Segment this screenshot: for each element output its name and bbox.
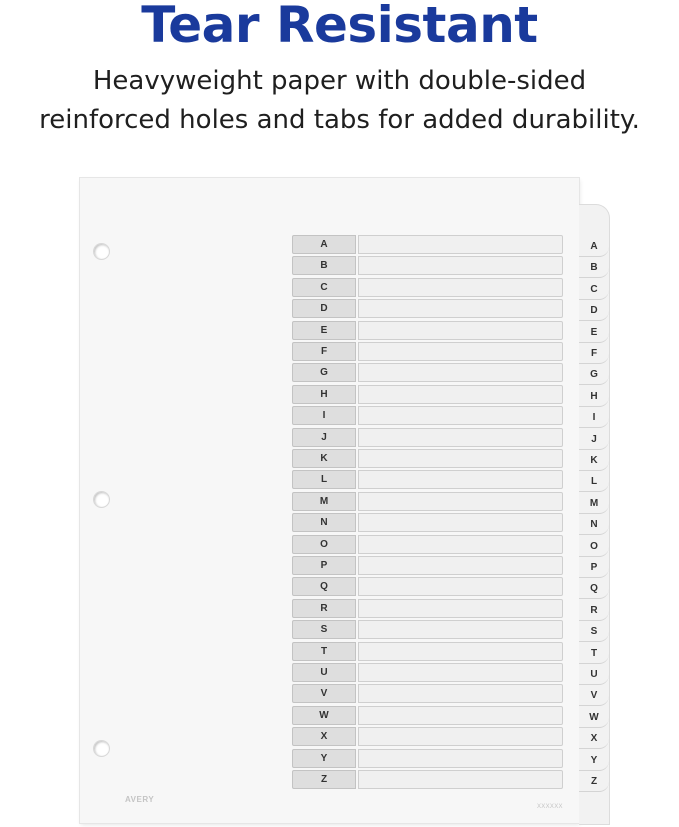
toc-row xyxy=(292,449,563,468)
toc-row xyxy=(292,278,563,297)
toc-row xyxy=(292,235,563,254)
toc-row xyxy=(292,556,563,575)
punch-hole-bottom xyxy=(93,740,110,757)
toc-row xyxy=(292,470,563,489)
toc-row-entry-line xyxy=(358,299,563,318)
side-tab: F xyxy=(579,343,609,364)
side-tab: L xyxy=(579,471,609,492)
toc-row-letter: L xyxy=(292,470,356,489)
side-tab: O xyxy=(579,536,609,557)
toc-row xyxy=(292,256,563,275)
side-tab: R xyxy=(579,600,609,621)
side-tab: H xyxy=(579,386,609,407)
toc-row xyxy=(292,492,563,511)
toc-row xyxy=(292,535,563,554)
toc-row xyxy=(292,727,563,746)
toc-row-letter: M xyxy=(292,492,356,511)
toc-row xyxy=(292,342,563,361)
subtitle-line-1: Heavyweight paper with double-sided xyxy=(92,66,587,96)
toc-row-entry-line xyxy=(358,470,563,489)
toc-row-entry-line xyxy=(358,321,563,340)
side-tab: M xyxy=(579,493,609,514)
toc-row-letter: C xyxy=(292,278,356,297)
side-tab: N xyxy=(579,514,609,535)
toc-row xyxy=(292,513,563,532)
side-tab: V xyxy=(579,685,609,706)
toc-row-entry-line xyxy=(358,663,563,682)
toc-row-entry-line xyxy=(358,342,563,361)
toc-row xyxy=(292,321,563,340)
side-tab: T xyxy=(579,643,609,664)
toc-row-entry-line xyxy=(358,727,563,746)
toc-row-letter: E xyxy=(292,321,356,340)
toc-row-letter: F xyxy=(292,342,356,361)
toc-row xyxy=(292,620,563,639)
toc-row xyxy=(292,363,563,382)
product-code: XXXXXX xyxy=(537,804,563,810)
toc-row-entry-line xyxy=(358,770,563,789)
side-tab: C xyxy=(579,279,609,300)
side-tab: W xyxy=(579,707,609,728)
toc-row-entry-line xyxy=(358,535,563,554)
toc-row xyxy=(292,770,563,789)
toc-row-letter: X xyxy=(292,727,356,746)
side-tab: X xyxy=(579,728,609,749)
toc-row-entry-line xyxy=(358,706,563,725)
side-tab: S xyxy=(579,621,609,642)
toc-row-letter: R xyxy=(292,599,356,618)
toc-row-letter: J xyxy=(292,428,356,447)
toc-row-entry-line xyxy=(358,428,563,447)
toc-row xyxy=(292,684,563,703)
toc-row-letter: V xyxy=(292,684,356,703)
toc-row-letter: A xyxy=(292,235,356,254)
side-tab: E xyxy=(579,322,609,343)
side-tab: U xyxy=(579,664,609,685)
toc-row xyxy=(292,599,563,618)
toc-row-entry-line xyxy=(358,684,563,703)
toc-row xyxy=(292,706,563,725)
brand-logo: AVERY xyxy=(125,795,155,804)
side-tab: P xyxy=(579,557,609,578)
toc-row-letter: P xyxy=(292,556,356,575)
headline-title: Tear Resistant xyxy=(141,0,538,54)
toc-row-entry-line xyxy=(358,749,563,768)
toc-row-entry-line xyxy=(358,449,563,468)
toc-row-letter: H xyxy=(292,385,356,404)
toc-row xyxy=(292,406,563,425)
toc-row-entry-line xyxy=(358,235,563,254)
side-tab: B xyxy=(579,257,609,278)
toc-row-letter: O xyxy=(292,535,356,554)
toc-row-letter: G xyxy=(292,363,356,382)
toc-row-entry-line xyxy=(358,620,563,639)
side-tab: D xyxy=(579,300,609,321)
toc-row xyxy=(292,428,563,447)
toc-row-entry-line xyxy=(358,385,563,404)
toc-row-entry-line xyxy=(358,492,563,511)
toc-row-letter: U xyxy=(292,663,356,682)
toc-row xyxy=(292,385,563,404)
toc-row-entry-line xyxy=(358,642,563,661)
toc-row-letter: S xyxy=(292,620,356,639)
side-tab: Z xyxy=(579,771,609,792)
toc-row xyxy=(292,663,563,682)
toc-row-letter: Y xyxy=(292,749,356,768)
subtitle-line-2: reinforced holes and tabs for added durability. xyxy=(39,105,640,135)
toc-row-entry-line xyxy=(358,406,563,425)
toc-row-entry-line xyxy=(358,599,563,618)
punch-hole-middle xyxy=(93,491,110,508)
toc-row xyxy=(292,642,563,661)
side-tab: A xyxy=(579,236,609,257)
side-tab: J xyxy=(579,429,609,450)
toc-row-letter: Z xyxy=(292,770,356,789)
toc-row xyxy=(292,577,563,596)
toc-row-entry-line xyxy=(358,513,563,532)
toc-row-entry-line xyxy=(358,556,563,575)
toc-row-letter: W xyxy=(292,706,356,725)
toc-row-letter: K xyxy=(292,449,356,468)
toc-row-entry-line xyxy=(358,577,563,596)
side-tab: Y xyxy=(579,750,609,771)
side-tab: Q xyxy=(579,578,609,599)
toc-row-letter: N xyxy=(292,513,356,532)
toc-row-letter: I xyxy=(292,406,356,425)
toc-row-letter: T xyxy=(292,642,356,661)
side-tab: G xyxy=(579,364,609,385)
divider-sheet xyxy=(80,178,579,823)
toc-row-letter: D xyxy=(292,299,356,318)
side-tab: K xyxy=(579,450,609,471)
toc-row xyxy=(292,749,563,768)
tab-strip xyxy=(579,204,610,825)
toc-row-entry-line xyxy=(358,278,563,297)
side-tab: I xyxy=(579,407,609,428)
toc-row-entry-line xyxy=(358,256,563,275)
toc-row-letter: B xyxy=(292,256,356,275)
toc-row-letter: Q xyxy=(292,577,356,596)
toc-row-entry-line xyxy=(358,363,563,382)
punch-hole-top xyxy=(93,243,110,260)
toc-row xyxy=(292,299,563,318)
